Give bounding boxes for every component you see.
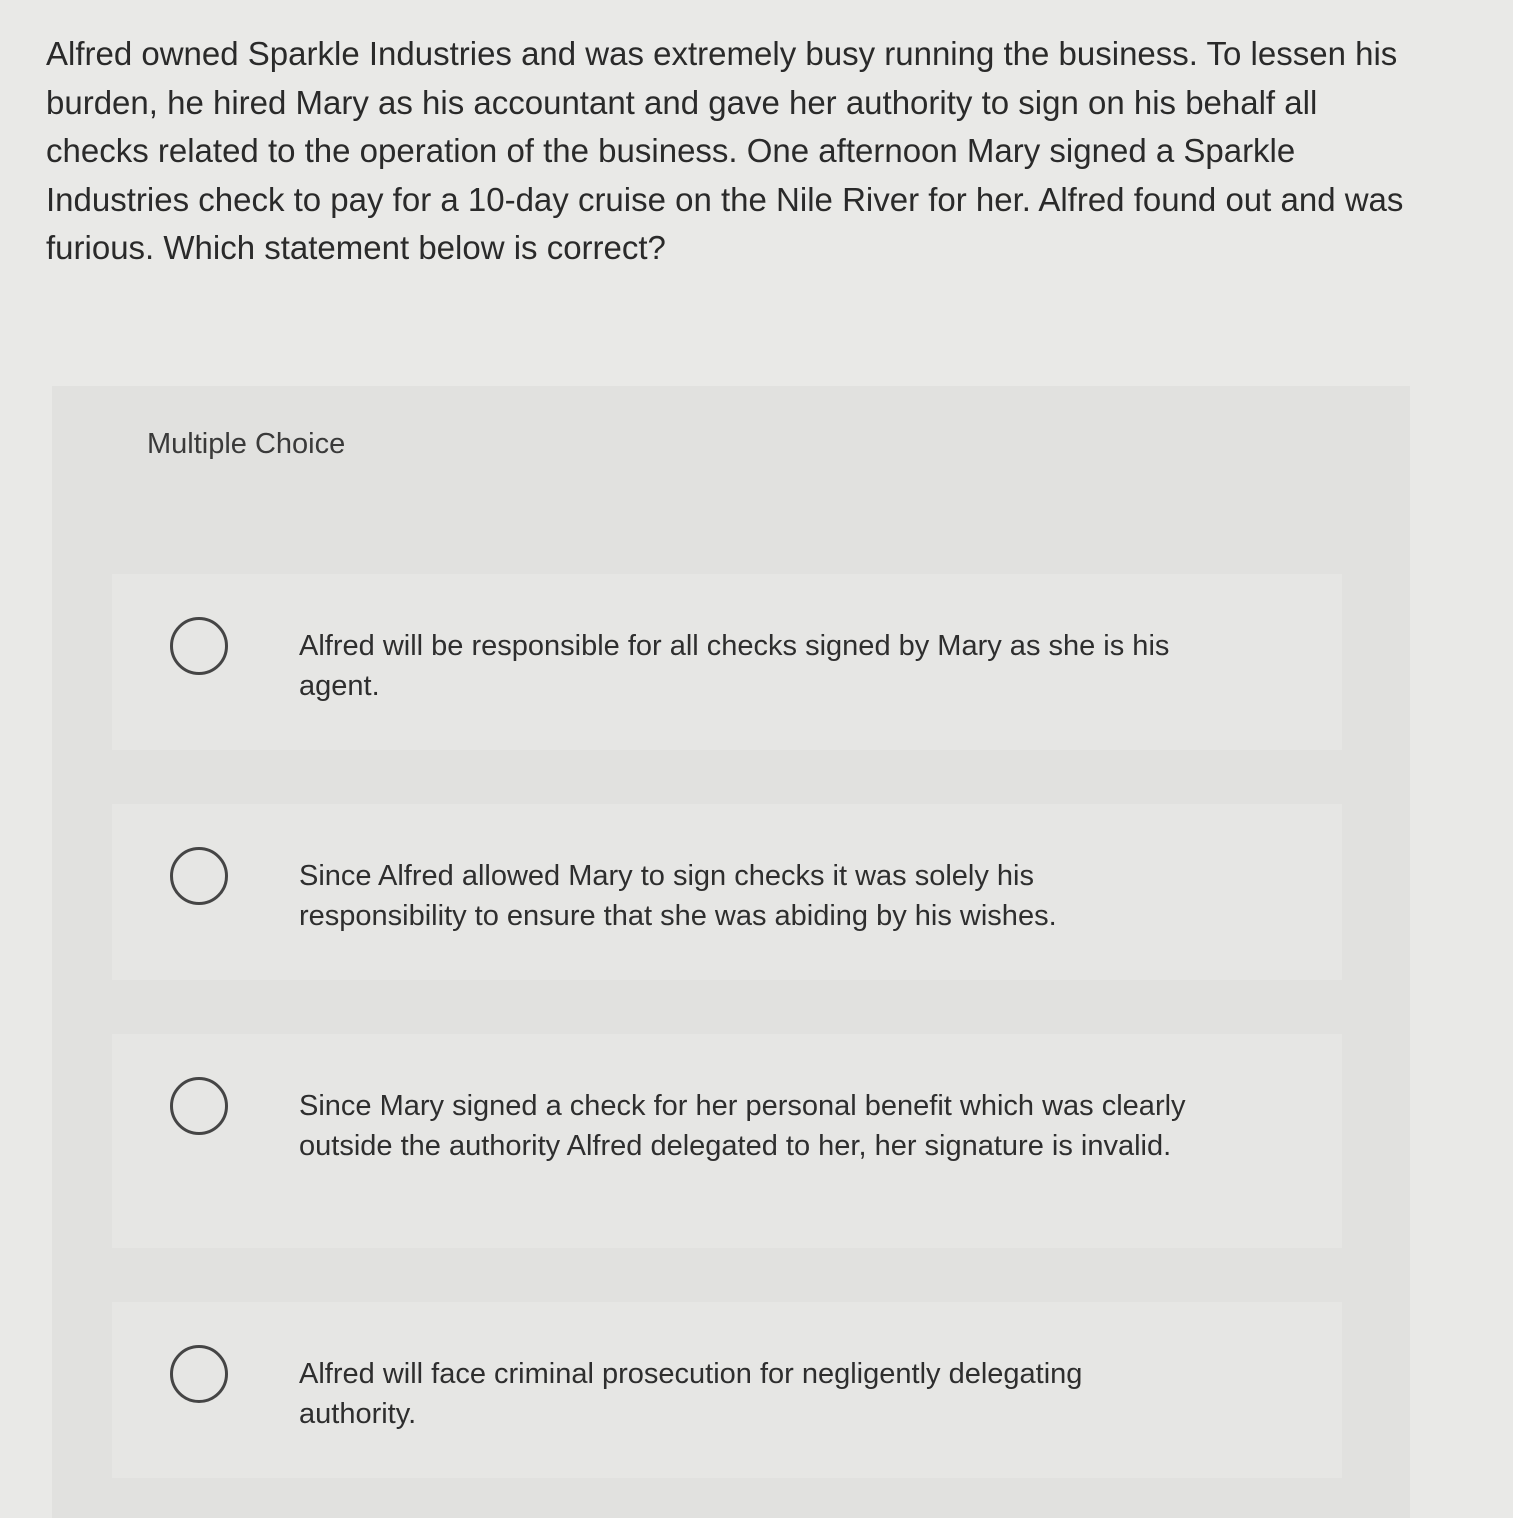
radio-button-4[interactable] [170,1345,228,1403]
question-text: Alfred owned Sparkle Industries and was extremely busy running the business. To lessen his burden, he hired Mary as his accountant and gave her authority to sign on his behalf all checks related to the operation of the business. One afternoon Mary signed a Sparkle Industries check to pay for a 10-day cruise on the Nile River for her. Alfred found out and was furious. Which statement below is correct? [46,35,1404,266]
answer-option-2-label: Since Alfred allowed Mary to sign checks it was solely his responsibility to ensure that she was abiding by his wishes. [299,860,1057,932]
radio-button-3[interactable] [170,1077,228,1135]
multiple-choice-header: Multiple Choice [147,428,346,460]
answer-option-3-label: Since Mary signed a check for her personal benefit which was clearly outside the authority Alfred delegated to her, her signature is invalid. [299,1090,1186,1162]
answer-option-1-label: Alfred will be responsible for all checks signed by Mary as she is his agent. [299,630,1170,702]
answer-option-4[interactable] [112,1302,1342,1478]
answer-option-3[interactable] [112,1034,1342,1248]
answer-option-1[interactable] [112,574,1342,750]
multiple-choice-panel [52,386,1410,1518]
answer-option-4-label: Alfred will face criminal prosecution for negligently delegating authority. [299,1358,1083,1430]
answer-option-2[interactable] [112,804,1342,980]
radio-button-1[interactable] [170,617,228,675]
radio-button-2[interactable] [170,847,228,905]
